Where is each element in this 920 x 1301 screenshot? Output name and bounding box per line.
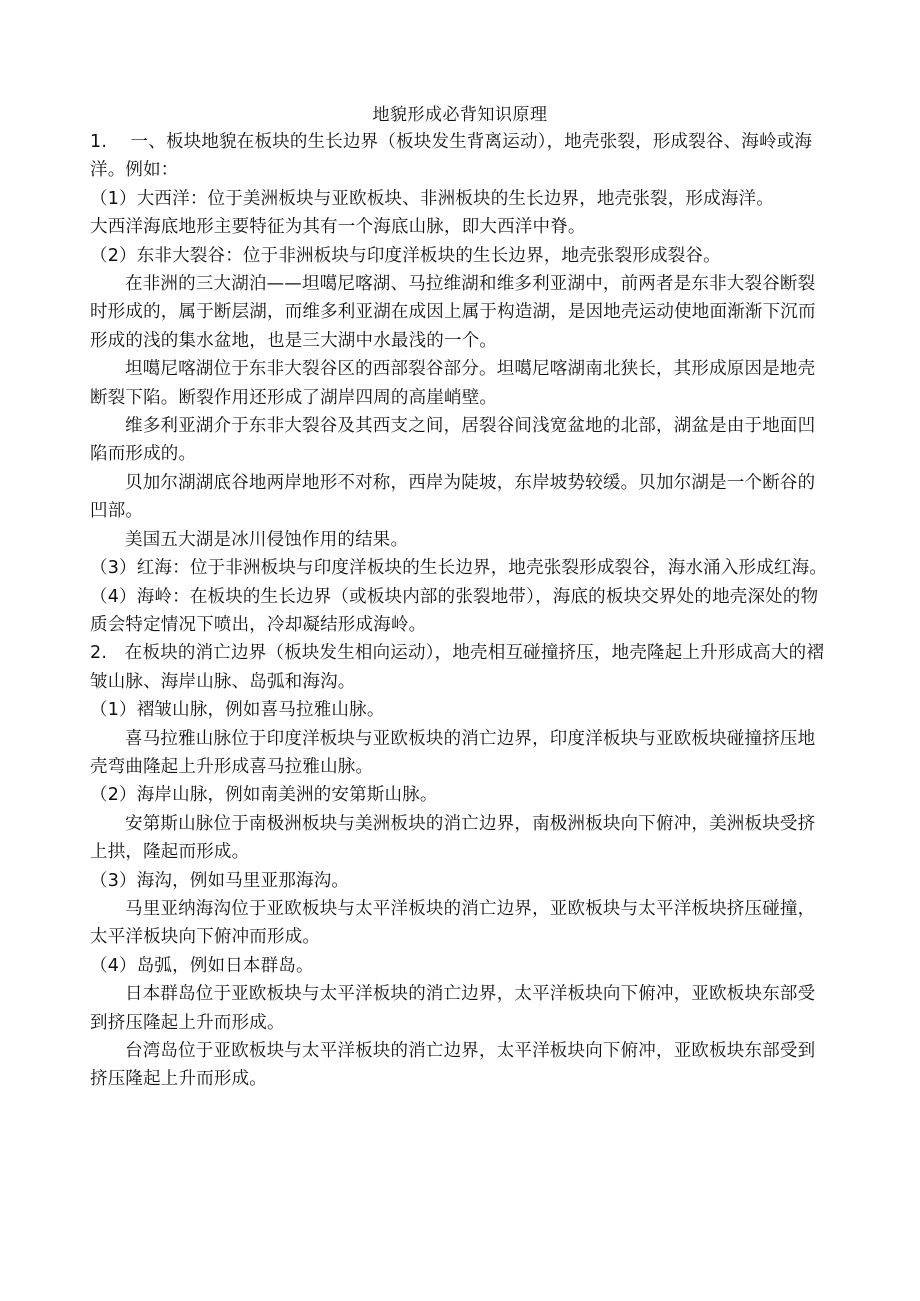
paragraph-great-lakes: 美国五大湖是冰川侵蚀作用的结果。 [125, 529, 409, 550]
paragraph-island-arc: （4）岛弧，例如日本群岛。 [90, 955, 314, 976]
paragraph-fold-mountains: （1）褶皱山脉，例如喜马拉雅山脉。 [90, 700, 385, 721]
paragraph-atlantic: （1）大西洋：位于美洲板块与亚欧板块、非洲板块的生长边界，地壳张裂，形成海洋。 [90, 188, 774, 209]
paragraph-mariana: 马里亚纳海沟位于亚欧板块与太平洋板块的消亡边界，亚欧板块与太平洋板块挤压碰撞，太平洋板块向下俯冲而形成。 [90, 898, 816, 948]
paragraph-himalaya: 喜马拉雅山脉位于印度洋板块与亚欧板块的消亡边界，印度洋板块与亚欧板块碰撞挤压地壳弯曲隆起上升形成喜马拉雅山脉。 [90, 728, 816, 777]
paragraph-section-2: 2. 在板块的消亡边界（板块发生相向运动），地壳相互碰撞挤压，地壳隆起上升形成高大的褶皱山脉、海岸山脉、岛弧和海沟。 [90, 643, 825, 692]
paragraph-trench: （3）海沟，例如马里亚那海沟。 [90, 870, 350, 891]
paragraph-red-sea: （3）红海：位于非洲板块与印度洋板块的生长边界，地壳张裂形成裂谷，海水涌入形成红海。 [90, 558, 828, 579]
paragraph-mid-ocean-ridge: （4）海岭：在板块的生长边界（或板块内部的张裂地带），海底的板块交界处的地壳深处的物质会特定情况下喷出，冷却凝结形成海岭。 [90, 586, 819, 635]
paragraph-andes: 安第斯山脉位于南极洲板块与美洲板块的消亡边界，南极洲板块向下俯冲，美洲板块受挤上拱，隆起而形成。 [90, 813, 816, 863]
paragraph-section-1: 1. 一、板块地貌在板块的生长边界（板块发生背离运动），地壳张裂，形成裂谷、海岭或海洋。例如： [90, 132, 813, 181]
paragraph-victoria: 维多利亚湖介于东非大裂谷及其西支之间，居裂谷间浅宽盆地的北部，湖盆是由于地面凹陷而形成的。 [90, 416, 816, 465]
paragraph-tanganyika: 坦噶尼喀湖位于东非大裂谷区的西部裂谷部分。坦噶尼喀湖南北狭长，其形成原因是地壳断裂下陷。断裂作用还形成了湖岸四周的高崖峭壁。 [90, 359, 816, 408]
paragraph-baikal: 贝加尔湖湖底谷地两岸地形不对称，西岸为陡坡，东岸坡势较缓。贝加尔湖是一个断谷的凹部。 [90, 472, 816, 522]
paragraph-east-africa-rift: （2）东非大裂谷：位于非洲板块与印度洋板块的生长边界，地壳张裂形成裂谷。 [90, 245, 721, 266]
paragraph-japan: 日本群岛位于亚欧板块与太平洋板块的消亡边界，太平洋板块向下俯冲，亚欧板块东部受到挤压隆起上升而形成。 [90, 984, 816, 1033]
paragraph-three-lakes: 在非洲的三大湖泊——坦噶尼喀湖、马拉维湖和维多利亚湖中，前两者是东非大裂谷断裂时形成的，属于断层湖，而维多利亚湖在成因上属于构造湖，是因地壳运动使地面渐渐下沉而形成的浅的集水盆地，也是三大湖中水最浅的一个。 [90, 274, 816, 351]
paragraph-coastal-mountains: （2）海岸山脉，例如南美洲的安第斯山脉。 [90, 785, 438, 806]
document-title: 地貌形成必背知识原理 [372, 105, 548, 125]
paragraph-atlantic-ridge: 大西洋海底地形主要特征为其有一个海底山脉，即大西洋中脊。 [90, 217, 586, 238]
paragraph-taiwan: 台湾岛位于亚欧板块与太平洋板块的消亡边界，太平洋板块向下俯冲，亚欧板块东部受到挤压隆起上升而形成。 [90, 1041, 816, 1090]
document-body [90, 128, 830, 1094]
